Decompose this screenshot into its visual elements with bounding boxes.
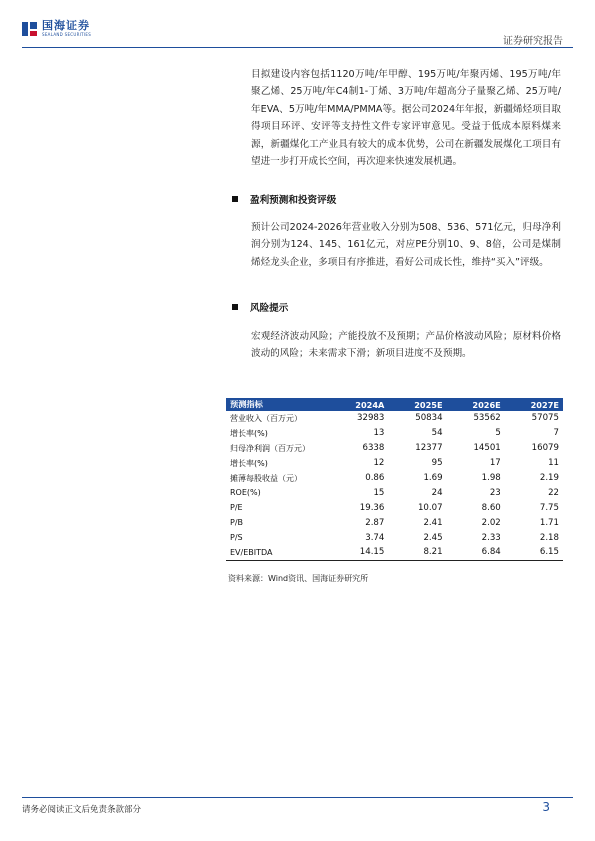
- table-row: [226, 515, 563, 530]
- row-label: ROE(%): [230, 488, 261, 498]
- report-type-label: 证券研究报告: [503, 36, 563, 47]
- table-cell: 10.07: [417, 502, 443, 513]
- table-cell: 1.98: [481, 473, 501, 483]
- table-cell: 57075: [531, 413, 559, 424]
- row-label: P/B: [230, 518, 244, 528]
- table-cell: 2.33: [481, 532, 501, 543]
- table-cell: 0.86: [365, 473, 385, 483]
- table-cell: 22: [548, 487, 559, 498]
- footer-divider: [22, 797, 573, 798]
- bullet-square-icon: [232, 304, 238, 310]
- table-cell: 1.71: [539, 517, 559, 528]
- table-header-row: [226, 398, 563, 411]
- section-title: 风险提示: [250, 303, 289, 314]
- logo-mark-icon: [22, 21, 38, 37]
- row-label: 摊薄每股收益（元）: [230, 473, 302, 483]
- section-title: 盈利预测和投资评级: [250, 195, 337, 206]
- table-cell: 15: [373, 487, 385, 498]
- table-row: [226, 471, 563, 486]
- table-cell: 2.45: [423, 532, 443, 543]
- table-cell: 19.36: [359, 502, 385, 513]
- table-cell: 12: [373, 458, 385, 469]
- table-row: [226, 456, 563, 471]
- intro-paragraph: 目拟建设内容包括1120万吨/年甲醇、195万吨/年聚丙烯、195万吨/年聚乙烯、25万吨/年C4制1-丁烯、3万吨/年超高分子量聚乙烯、25万吨/年EVA、5万吨/年MMA/PMMA等。据公司2024年年报，新疆烯烃项目取得项目环评、安评等支持性文件专家评审意见。受益于低成本原料煤来源，新疆煤化工产业具有较大的成本优势，公司在新疆发展煤化工项目有望进一步打开成长空间，再次迎来快速发展机遇。: [251, 69, 561, 168]
- table-cell: 6.15: [505, 545, 563, 560]
- table-cell: 6338: [362, 443, 385, 454]
- table-cell: 12377: [415, 443, 443, 454]
- table-row: [226, 530, 563, 545]
- table-cell: 8.21: [388, 545, 446, 560]
- table-row: [226, 545, 563, 560]
- table-source-note: 资料来源：Wind资讯、国海证券研究所: [228, 574, 369, 583]
- page-header: [0, 0, 595, 50]
- table-cell: 5: [495, 428, 501, 439]
- table-cell: 2.18: [539, 532, 559, 543]
- section-heading-risk: [232, 300, 288, 314]
- logo-name-cn: 国海证券: [42, 19, 90, 32]
- table-row: [226, 441, 563, 456]
- column-header: 预测指标: [226, 398, 329, 411]
- row-label: 增长率(%): [230, 458, 268, 468]
- table-cell: 7: [553, 428, 559, 439]
- table-cell: 1.69: [423, 473, 443, 483]
- table-row: [226, 500, 563, 515]
- table-cell: 6.84: [447, 545, 505, 560]
- bullet-square-icon: [232, 196, 238, 202]
- risk-paragraph: 宏观经济波动风险；产能投放不及预期；产品价格波动风险；原材料价格波动的风险；未来需求下滑；新项目进度不及预期。: [251, 331, 561, 360]
- table-cell: 24: [431, 487, 443, 498]
- table-cell: 2.19: [539, 473, 559, 483]
- table-cell: 3.74: [365, 532, 385, 543]
- table-cell: 95: [431, 458, 443, 469]
- table-cell: 32983: [357, 413, 385, 424]
- section-heading-forecast: [232, 192, 336, 206]
- column-header: 2025E: [388, 398, 446, 411]
- table-row: [226, 411, 563, 426]
- row-label: EV/EBITDA: [226, 545, 329, 560]
- table-cell: 8.60: [481, 502, 501, 513]
- table-cell: 17: [489, 458, 501, 469]
- table-row: [226, 485, 563, 500]
- row-label: 营业收入（百万元）: [230, 413, 302, 423]
- table-row: [226, 426, 563, 441]
- table-cell: 11: [548, 458, 559, 469]
- table-cell: 2.87: [365, 517, 385, 528]
- table-cell: 2.02: [481, 517, 501, 528]
- table-cell: 54: [431, 428, 443, 439]
- table-cell: 2.41: [423, 517, 443, 528]
- row-label: 归母净利润（百万元）: [230, 443, 310, 453]
- table-cell: 7.75: [539, 502, 559, 513]
- row-label: P/E: [230, 503, 243, 513]
- logo-name-en: SEALAND SECURITIES: [42, 32, 92, 37]
- table-cell: 16079: [531, 443, 559, 454]
- table-cell: 14501: [473, 443, 501, 454]
- page-number: 3: [542, 800, 550, 814]
- column-header: 2027E: [505, 398, 563, 411]
- footer-disclaimer: 请务必阅读正文后免责条款部分: [22, 805, 142, 815]
- table-cell: 23: [489, 487, 501, 498]
- column-header: 2026E: [447, 398, 505, 411]
- company-logo: [22, 20, 91, 37]
- table-cell: 53562: [473, 413, 501, 424]
- table-cell: 50834: [415, 413, 443, 424]
- header-divider: [22, 47, 573, 48]
- row-label: P/S: [230, 533, 243, 543]
- forecast-paragraph: 预计公司2024-2026年营业收入分别为508、536、571亿元，归母净利润分别为124、145、161亿元，对应PE分别10、9、8倍，公司是煤制烯烃龙头企业，多项目有序推进，看好公司成长性，维持“买入”评级。: [251, 222, 561, 268]
- forecast-table: [226, 398, 563, 561]
- row-label: 增长率(%): [230, 428, 268, 438]
- column-header: 2024A: [329, 398, 388, 411]
- table-cell: 13: [373, 428, 385, 439]
- table-cell: 14.15: [329, 545, 388, 560]
